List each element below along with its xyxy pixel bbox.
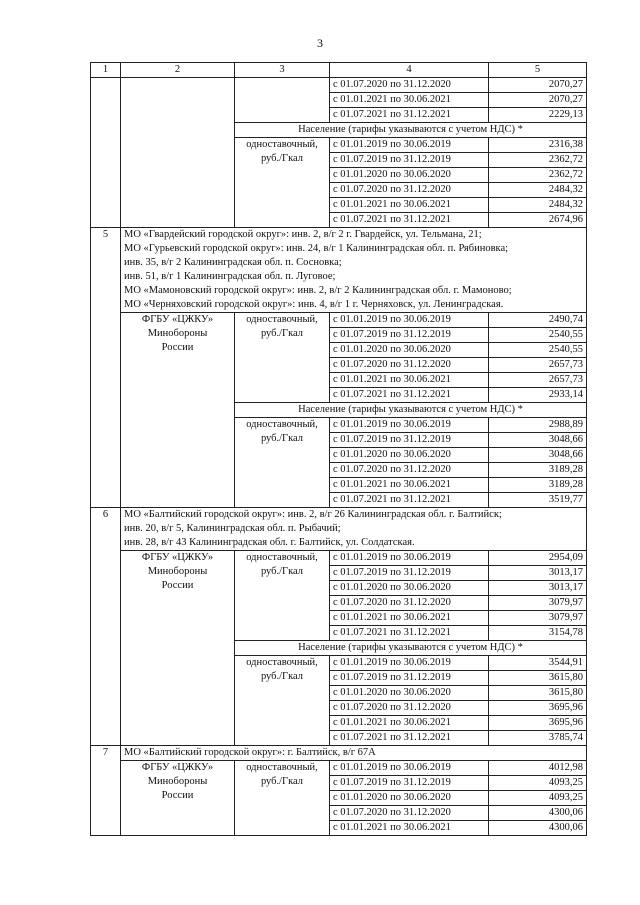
value-cell: 3048,66 [489, 448, 587, 463]
section-number: 6 [91, 508, 121, 746]
value-cell: 3615,80 [489, 686, 587, 701]
value-cell: 3695,96 [489, 716, 587, 731]
period-cell: с 01.07.2021 по 31.12.2021 [330, 731, 489, 746]
address-line: МО «Гурьевский городской округ»: инв. 24, в/г 1 Калининградская обл. п. Рябиновка; [124, 243, 509, 254]
org-line: России [161, 790, 194, 801]
org-line: Минобороны [147, 566, 208, 577]
value-cell: 2484,32 [489, 198, 587, 213]
tariff-type: одноставочный, [246, 657, 318, 668]
unit-cell [235, 551, 330, 641]
value-cell: 3189,28 [489, 463, 587, 478]
value-cell: 4012,98 [489, 761, 587, 776]
header-row [91, 63, 587, 78]
org-line: ФГБУ «ЦЖКУ» [141, 762, 214, 773]
address-line: инв. 20, в/г 5, Калининградская обл. п. Рыбачий; [124, 523, 341, 534]
period-cell: с 01.07.2020 по 31.12.2020 [330, 358, 489, 373]
period-cell: с 01.07.2020 по 31.12.2020 [330, 183, 489, 198]
address-line: МО «Мамоновский городской округ»: инв. 2, в/г 2 Калининградская обл. г. Мамоново; [124, 285, 512, 296]
period-cell: с 01.01.2021 по 30.06.2021 [330, 373, 489, 388]
address-line: МО «Черняховский городской округ»: инв. 4, в/г 1 г. Черняховск, ул. Ленинградская. [124, 299, 504, 310]
unit-cell [235, 418, 330, 508]
period-cell: с 01.01.2021 по 30.06.2021 [330, 716, 489, 731]
value-cell: 2933,14 [489, 388, 587, 403]
section-address [121, 508, 587, 551]
value-cell: 3048,66 [489, 433, 587, 448]
period-cell: с 01.01.2020 по 30.06.2020 [330, 343, 489, 358]
column-header: 4 [330, 63, 489, 78]
period-cell: с 01.07.2021 по 31.12.2021 [330, 213, 489, 228]
period-cell: с 01.01.2019 по 30.06.2019 [330, 313, 489, 328]
column-header: 5 [489, 63, 587, 78]
address-line: инв. 51, в/г 1 Калининградская обл. п. Луговое; [124, 271, 336, 282]
period-cell: с 01.01.2020 по 30.06.2020 [330, 791, 489, 806]
value-cell: 4300,06 [489, 806, 587, 821]
table-row [91, 78, 587, 93]
period-cell: с 01.07.2021 по 31.12.2021 [330, 626, 489, 641]
org-line: России [161, 342, 194, 353]
period-cell: с 01.07.2020 по 31.12.2020 [330, 78, 489, 93]
tariff-unit: руб./Гкал [260, 671, 304, 682]
column-header: 3 [235, 63, 330, 78]
section-row [91, 746, 587, 761]
value-cell: 4093,25 [489, 791, 587, 806]
period-cell: с 01.01.2020 по 30.06.2020 [330, 448, 489, 463]
period-cell: с 01.01.2021 по 30.06.2021 [330, 198, 489, 213]
value-cell: 2540,55 [489, 328, 587, 343]
unit-cell [235, 138, 330, 228]
value-cell: 3615,80 [489, 671, 587, 686]
value-cell: 2070,27 [489, 93, 587, 108]
value-cell: 2362,72 [489, 153, 587, 168]
table-row [91, 313, 587, 328]
period-cell: с 01.01.2021 по 30.06.2021 [330, 478, 489, 493]
period-cell: с 01.01.2019 по 30.06.2019 [330, 551, 489, 566]
tariff-unit: руб./Гкал [260, 566, 304, 577]
value-cell: 3079,97 [489, 611, 587, 626]
period-cell: с 01.07.2020 по 31.12.2020 [330, 596, 489, 611]
period-cell: с 01.07.2020 по 31.12.2020 [330, 463, 489, 478]
unit-cell [235, 313, 330, 403]
period-cell: с 01.01.2020 по 30.06.2020 [330, 581, 489, 596]
tariff-table [90, 62, 587, 836]
value-cell: 2657,73 [489, 358, 587, 373]
population-label: Население (тарифы указываются с учетом НДС) * [235, 641, 587, 656]
org-line: Минобороны [147, 328, 208, 339]
tariff-unit: руб./Гкал [260, 328, 304, 339]
value-cell: 2490,74 [489, 313, 587, 328]
value-cell: 2954,09 [489, 551, 587, 566]
period-cell: с 01.01.2020 по 30.06.2020 [330, 168, 489, 183]
period-cell: с 01.01.2021 по 30.06.2021 [330, 93, 489, 108]
period-cell: с 01.07.2021 по 31.12.2021 [330, 108, 489, 123]
column-header: 1 [91, 63, 121, 78]
value-cell: 3079,97 [489, 596, 587, 611]
value-cell: 2229,13 [489, 108, 587, 123]
value-cell: 3785,74 [489, 731, 587, 746]
value-cell: 3544,91 [489, 656, 587, 671]
column-header: 2 [121, 63, 235, 78]
tariff-unit: руб./Гкал [260, 433, 304, 444]
address-line: МО «Балтийский городской округ»: г. Балтийск, в/г 67А [124, 747, 376, 758]
address-line: МО «Гвардейский городской округ»: инв. 2, в/г 2 г. Гвардейск, ул. Тельмана, 21; [124, 229, 482, 240]
period-cell: с 01.07.2019 по 31.12.2019 [330, 776, 489, 791]
section-address [121, 228, 587, 313]
period-cell: с 01.01.2020 по 30.06.2020 [330, 686, 489, 701]
period-cell: с 01.07.2020 по 31.12.2020 [330, 806, 489, 821]
table-row [91, 551, 587, 566]
tariff-unit: руб./Гкал [260, 776, 304, 787]
value-cell: 2988,89 [489, 418, 587, 433]
tariff-type: одноставочный, [246, 419, 318, 430]
period-cell: с 01.01.2021 по 30.06.2021 [330, 611, 489, 626]
org-cell [121, 551, 235, 746]
value-cell: 3695,96 [489, 701, 587, 716]
tariff-type: одноставочный, [246, 139, 318, 150]
value-cell: 4093,25 [489, 776, 587, 791]
value-cell: 3189,28 [489, 478, 587, 493]
value-cell: 2362,72 [489, 168, 587, 183]
table-row [91, 761, 587, 776]
section-row [91, 508, 587, 551]
org-line: ФГБУ «ЦЖКУ» [141, 552, 214, 563]
tariff-type: одноставочный, [246, 314, 318, 325]
org-cell [121, 78, 235, 228]
value-cell: 2657,73 [489, 373, 587, 388]
section-number: 5 [91, 228, 121, 508]
section-number: 7 [91, 746, 121, 836]
period-cell: с 01.07.2021 по 31.12.2021 [330, 388, 489, 403]
org-line: России [161, 580, 194, 591]
value-cell: 2540,55 [489, 343, 587, 358]
org-line: Минобороны [147, 776, 208, 787]
address-line: МО «Балтийский городской округ»: инв. 2, в/г 26 Калининградская обл. г. Балтийск; [124, 509, 502, 520]
org-line: ФГБУ «ЦЖКУ» [141, 314, 214, 325]
population-label: Население (тарифы указываются с учетом НДС) * [235, 403, 587, 418]
value-cell: 2674,96 [489, 213, 587, 228]
period-cell: с 01.01.2021 по 30.06.2021 [330, 821, 489, 836]
population-label: Население (тарифы указываются с учетом НДС) * [235, 123, 587, 138]
section-row [91, 228, 587, 313]
period-cell: с 01.01.2019 по 30.06.2019 [330, 418, 489, 433]
value-cell: 2316,38 [489, 138, 587, 153]
address-line: инв. 35, в/г 2 Калининградская обл. п. Сосновка; [124, 257, 342, 268]
unit-cell [235, 78, 330, 123]
value-cell: 3519,77 [489, 493, 587, 508]
period-cell: с 01.01.2019 по 30.06.2019 [330, 761, 489, 776]
value-cell: 3013,17 [489, 566, 587, 581]
value-cell: 2070,27 [489, 78, 587, 93]
period-cell: с 01.01.2019 по 30.06.2019 [330, 138, 489, 153]
org-cell [121, 761, 235, 836]
value-cell: 4300,06 [489, 821, 587, 836]
page-number: 3 [317, 36, 323, 50]
value-cell: 3013,17 [489, 581, 587, 596]
org-cell [121, 313, 235, 508]
unit-cell [235, 761, 330, 836]
value-cell: 2484,32 [489, 183, 587, 198]
period-cell: с 01.07.2019 по 31.12.2019 [330, 433, 489, 448]
unit-cell [235, 656, 330, 746]
value-cell: 3154,78 [489, 626, 587, 641]
tariff-unit: руб./Гкал [260, 153, 304, 164]
period-cell: с 01.07.2019 по 31.12.2019 [330, 153, 489, 168]
period-cell: с 01.07.2019 по 31.12.2019 [330, 566, 489, 581]
period-cell: с 01.07.2019 по 31.12.2019 [330, 328, 489, 343]
period-cell: с 01.01.2019 по 30.06.2019 [330, 656, 489, 671]
period-cell: с 01.07.2019 по 31.12.2019 [330, 671, 489, 686]
address-line: инв. 28, в/г 43 Калининградская обл. г. Балтийск, ул. Солдатская. [124, 537, 415, 548]
tariff-type: одноставочный, [246, 762, 318, 773]
num-cell [91, 78, 121, 228]
section-address [121, 746, 587, 761]
tariff-type: одноставочный, [246, 552, 318, 563]
period-cell: с 01.07.2021 по 31.12.2021 [330, 493, 489, 508]
period-cell: с 01.07.2020 по 31.12.2020 [330, 701, 489, 716]
tariff-table-body [91, 63, 587, 836]
